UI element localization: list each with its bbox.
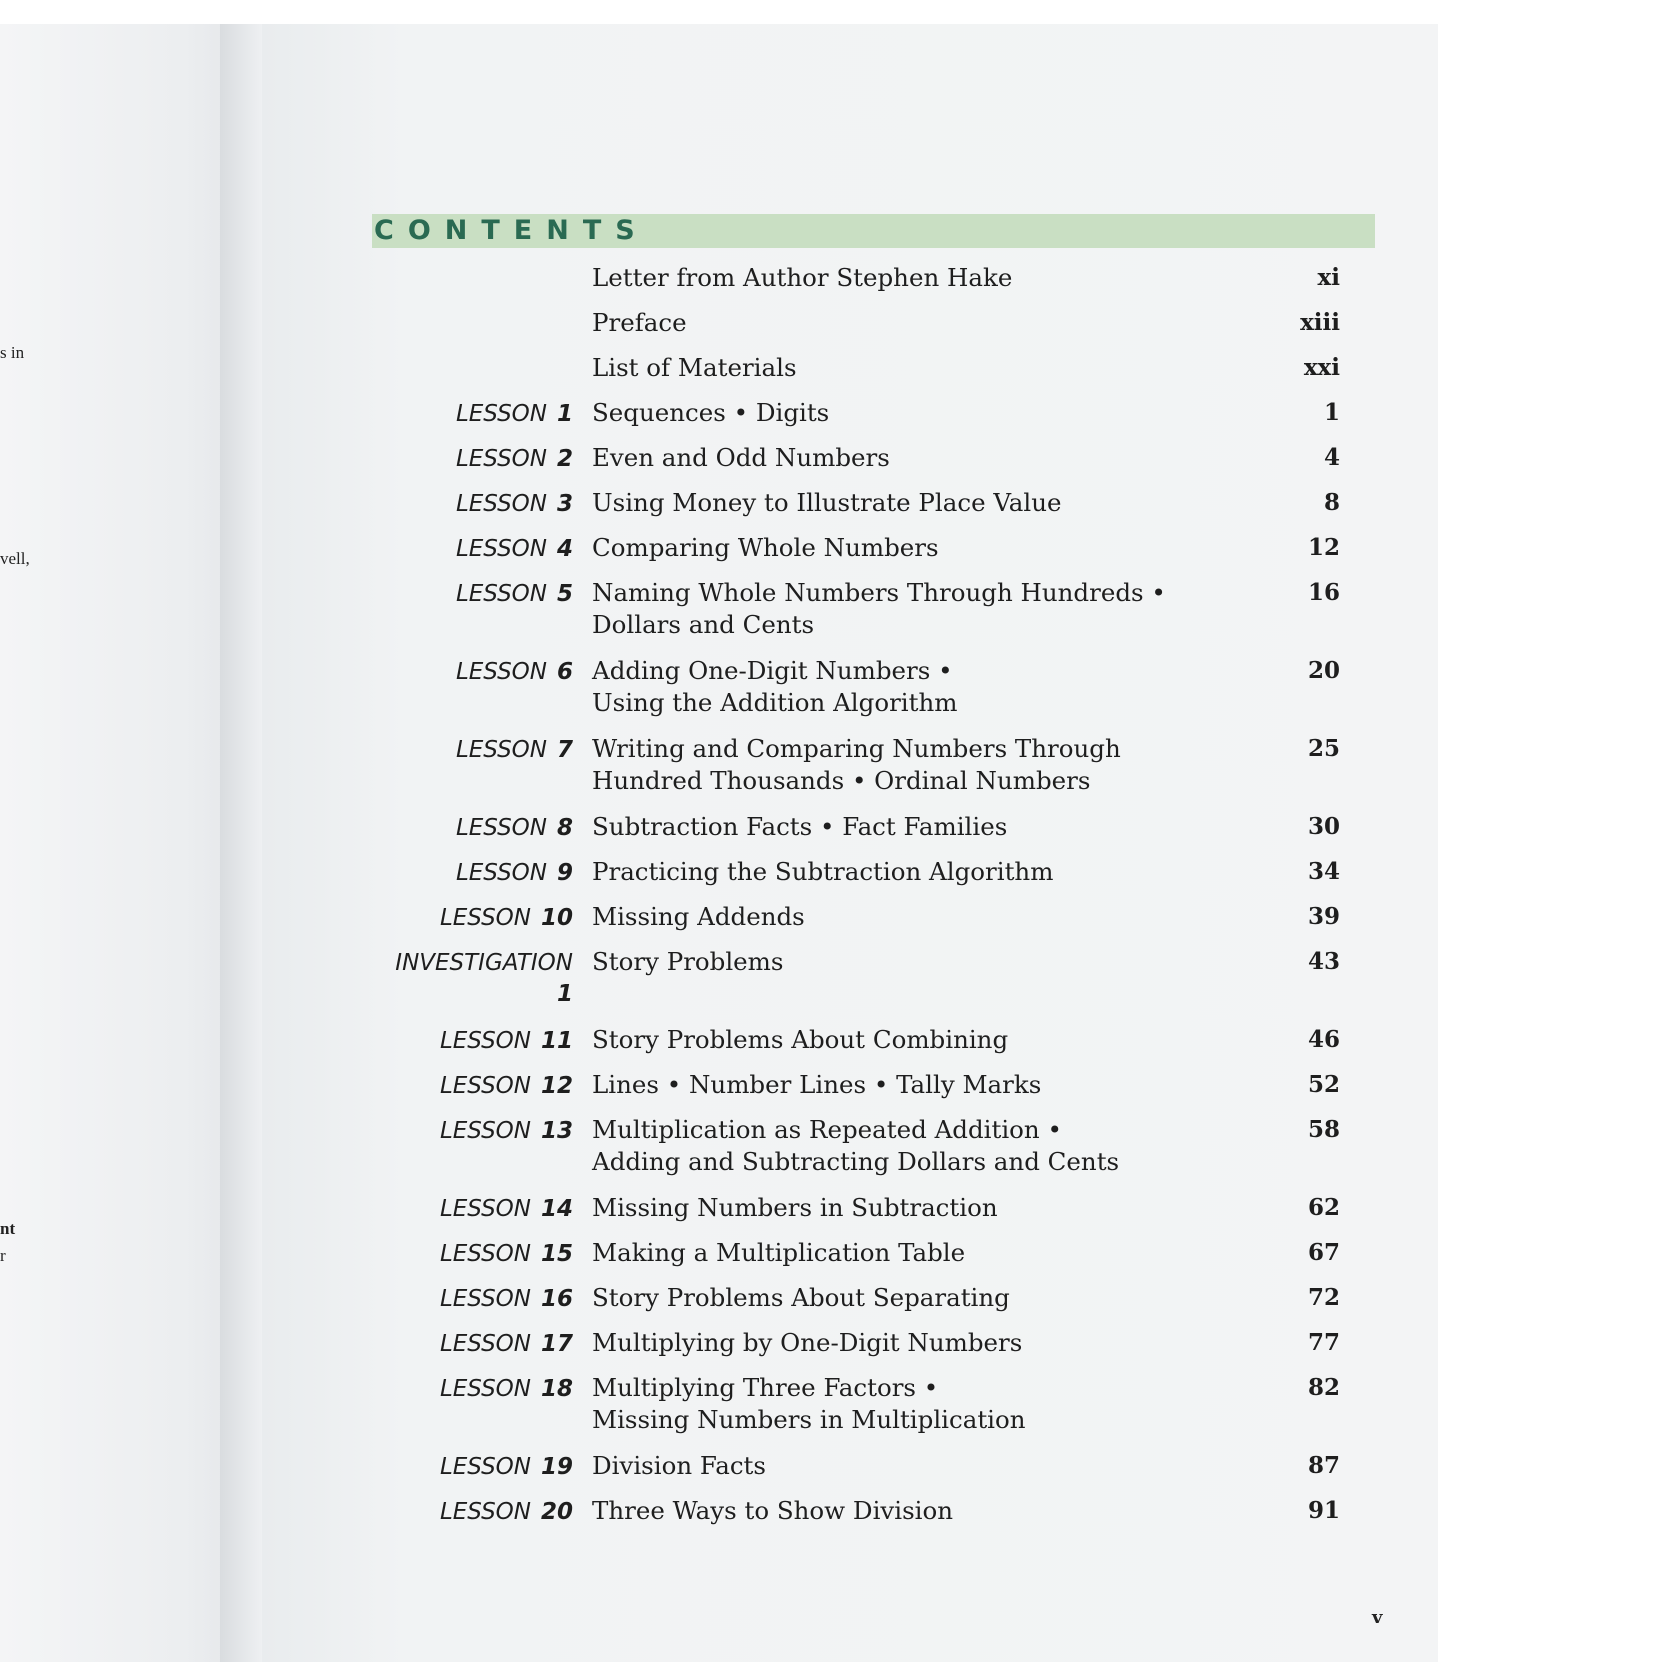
entry-page-number: 77 xyxy=(1307,1329,1340,1356)
lesson-kind: LESSON xyxy=(455,860,547,886)
investigation-label xyxy=(395,948,573,1010)
lesson-label xyxy=(456,858,573,889)
entry-title: Story Problems About Combining xyxy=(592,1025,1009,1054)
lesson-kind: LESSON xyxy=(439,1499,531,1525)
lesson-kind: LESSON xyxy=(455,659,547,685)
entry-title: Preface xyxy=(592,308,687,337)
entry-title: Multiplying by One-Digit Numbers xyxy=(592,1328,1023,1357)
lesson-number: 3 xyxy=(556,491,573,517)
lesson-label xyxy=(456,735,573,766)
lesson-label xyxy=(440,1116,573,1147)
entry-title: Dollars and Cents xyxy=(592,610,815,639)
facing-page-fragment: vell, xyxy=(0,549,30,568)
entry-page-number: xiii xyxy=(1300,309,1340,336)
entry-title: Story Problems xyxy=(592,947,784,976)
lesson-kind: LESSON xyxy=(439,1196,531,1222)
lesson-number: 13 xyxy=(540,1118,573,1144)
entry-page-number: 30 xyxy=(1307,813,1340,840)
contents-heading: CONTENTS xyxy=(374,215,649,246)
lesson-number: 15 xyxy=(540,1241,573,1267)
entry-page-number: 25 xyxy=(1307,735,1340,762)
lesson-kind: LESSON xyxy=(455,491,547,517)
lesson-label xyxy=(440,1374,573,1405)
lesson-label xyxy=(440,1284,573,1315)
lesson-label xyxy=(456,534,573,565)
lesson-kind: LESSON xyxy=(455,536,547,562)
entry-page-number: 46 xyxy=(1307,1026,1340,1053)
entry-page-number: 62 xyxy=(1307,1194,1340,1221)
lesson-label xyxy=(456,657,573,688)
facing-page-fragment: s in xyxy=(0,343,25,362)
lesson-number: 20 xyxy=(540,1499,573,1525)
lesson-kind: LESSON xyxy=(439,1376,531,1402)
facing-page-fragment: nt xyxy=(0,1219,16,1238)
lesson-kind: LESSON xyxy=(439,1118,531,1144)
entry-page-number: 67 xyxy=(1307,1239,1340,1266)
entry-title: Missing Numbers in Multiplication xyxy=(592,1405,1026,1434)
entry-title: Naming Whole Numbers Through Hundreds • xyxy=(592,578,1166,607)
entry-title: List of Materials xyxy=(592,353,797,382)
entry-page-number: 82 xyxy=(1307,1374,1340,1401)
lesson-kind: LESSON xyxy=(439,905,531,931)
lesson-label xyxy=(440,1329,573,1360)
lesson-number: 11 xyxy=(540,1028,573,1054)
investigation-kind: INVESTIGATION xyxy=(395,950,573,976)
entry-page-number: 1 xyxy=(1323,399,1340,426)
lesson-label xyxy=(456,489,573,520)
entry-title: Lines • Number Lines • Tally Marks xyxy=(592,1070,1042,1099)
lesson-kind: LESSON xyxy=(439,1241,531,1267)
entry-page-number: 58 xyxy=(1307,1116,1340,1143)
entry-page-number: 20 xyxy=(1307,657,1340,684)
lesson-kind: LESSON xyxy=(439,1028,531,1054)
entry-title: Hundred Thousands • Ordinal Numbers xyxy=(592,766,1091,795)
entry-page-number: 52 xyxy=(1307,1071,1340,1098)
lesson-number: 1 xyxy=(556,401,573,427)
lesson-kind: LESSON xyxy=(439,1454,531,1480)
entry-page-number: 12 xyxy=(1307,534,1340,561)
entry-title: Comparing Whole Numbers xyxy=(592,533,939,562)
lesson-kind: LESSON xyxy=(439,1073,531,1099)
entry-page-number: 72 xyxy=(1307,1284,1340,1311)
lesson-label xyxy=(440,903,573,934)
entry-title: Using Money to Illustrate Place Value xyxy=(592,488,1062,517)
lesson-number: 14 xyxy=(540,1196,573,1222)
lesson-label xyxy=(440,1026,573,1057)
lesson-number: 2 xyxy=(556,446,573,472)
entry-title: Subtraction Facts • Fact Families xyxy=(592,812,1008,841)
page-number: v xyxy=(1372,1607,1383,1628)
entry-title: Sequences • Digits xyxy=(592,398,830,427)
entry-title: Missing Addends xyxy=(592,902,805,931)
lesson-kind: LESSON xyxy=(439,1331,531,1357)
entry-page-number: xxi xyxy=(1303,354,1340,381)
entry-title: Three Ways to Show Division xyxy=(592,1496,954,1525)
entry-page-number: 87 xyxy=(1307,1452,1340,1479)
entry-page-number: 8 xyxy=(1323,489,1340,516)
lesson-label xyxy=(440,1452,573,1483)
entry-title: Using the Addition Algorithm xyxy=(592,688,958,717)
lesson-number: 5 xyxy=(556,581,573,607)
lesson-kind: LESSON xyxy=(455,581,547,607)
lesson-number: 8 xyxy=(556,815,573,841)
lesson-number: 6 xyxy=(556,659,573,685)
book-gutter xyxy=(220,24,262,1662)
lesson-kind: LESSON xyxy=(439,1286,531,1312)
lesson-number: 16 xyxy=(540,1286,573,1312)
entry-page-number: xi xyxy=(1317,264,1340,291)
lesson-label xyxy=(456,399,573,430)
entry-title: Missing Numbers in Subtraction xyxy=(592,1193,998,1222)
lesson-label xyxy=(440,1239,573,1270)
lesson-label xyxy=(456,813,573,844)
lesson-label xyxy=(456,444,573,475)
entry-title: Multiplication as Repeated Addition • xyxy=(592,1115,1062,1144)
facing-page-fragment: r xyxy=(0,1246,6,1265)
lesson-kind: LESSON xyxy=(455,446,547,472)
entry-page-number: 16 xyxy=(1307,579,1340,606)
lesson-number: 18 xyxy=(540,1376,573,1402)
lesson-number: 10 xyxy=(540,905,573,931)
entry-page-number: 43 xyxy=(1307,948,1340,975)
entry-title: Even and Odd Numbers xyxy=(592,443,890,472)
lesson-label xyxy=(456,579,573,610)
lesson-number: 17 xyxy=(540,1331,573,1357)
lesson-number: 4 xyxy=(556,536,573,562)
lesson-label xyxy=(440,1194,573,1225)
entry-title: Story Problems About Separating xyxy=(592,1283,1010,1312)
lesson-number: 19 xyxy=(540,1454,573,1480)
entry-title: Multiplying Three Factors • xyxy=(592,1373,939,1402)
lesson-kind: LESSON xyxy=(455,815,547,841)
entry-page-number: 4 xyxy=(1323,444,1340,471)
entry-title: Adding and Subtracting Dollars and Cents xyxy=(592,1147,1120,1176)
entry-title: Writing and Comparing Numbers Through xyxy=(592,734,1121,763)
investigation-number: 1 xyxy=(556,981,573,1007)
entry-page-number: 39 xyxy=(1307,903,1340,930)
entry-title: Making a Multiplication Table xyxy=(592,1238,966,1267)
entry-title: Practicing the Subtraction Algorithm xyxy=(592,857,1054,886)
lesson-label xyxy=(440,1497,573,1528)
lesson-label xyxy=(440,1071,573,1102)
entry-page-number: 91 xyxy=(1307,1497,1340,1524)
lesson-number: 9 xyxy=(556,860,573,886)
lesson-number: 7 xyxy=(556,737,573,763)
entry-title: Adding One-Digit Numbers • xyxy=(592,656,953,685)
entry-title: Letter from Author Stephen Hake xyxy=(592,263,1013,292)
lesson-number: 12 xyxy=(540,1073,573,1099)
lesson-kind: LESSON xyxy=(455,401,547,427)
entry-title: Division Facts xyxy=(592,1451,766,1480)
entry-page-number: 34 xyxy=(1307,858,1340,885)
lesson-kind: LESSON xyxy=(455,737,547,763)
